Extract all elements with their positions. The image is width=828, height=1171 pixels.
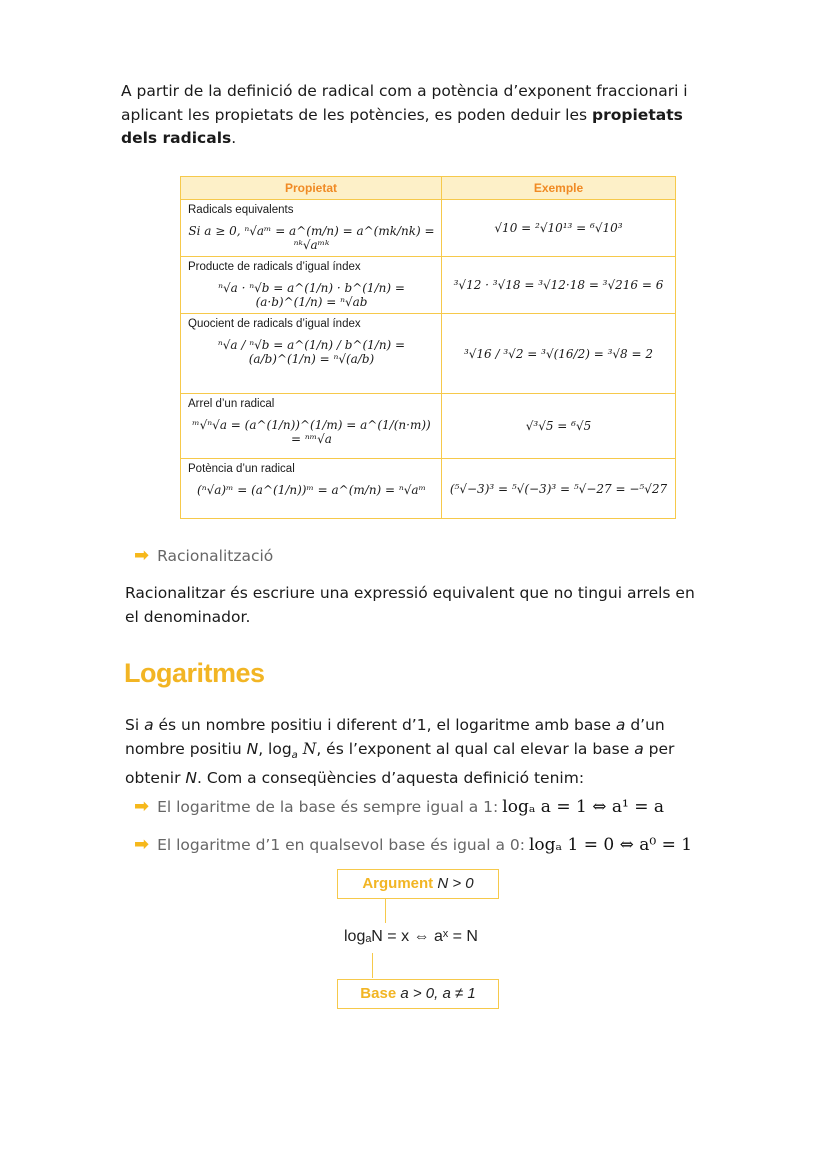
base-box: Base a > 0, a ≠ 1 <box>337 979 499 1009</box>
property-example: (⁵√−3)³ = ⁵√(−3)³ = ⁵√−27 = −⁵√27 <box>442 459 676 519</box>
log-one-bullet: ➡ El logaritme d’1 en qualsevol base és igual a 0: logₐ 1 = 0 ⇔ a⁰ = 1 <box>134 834 693 855</box>
connector-line <box>385 899 386 923</box>
log-base-bullet: ➡ El logaritme de la base és sempre igual a 1: logₐ a = 1 ⇔ a¹ = a <box>134 796 664 817</box>
argument-box: Argument N > 0 <box>337 869 499 899</box>
table-row <box>181 257 676 314</box>
table-header-propietat: Propietat <box>181 177 442 200</box>
property-formula: ⁿ√a / ⁿ√b = a^(1/n) / b^(1/n) = (a/b)^(1/n) = ⁿ√(a/b) <box>217 338 406 366</box>
arrow-right-icon: ➡ <box>134 834 150 855</box>
arrow-right-icon: ➡ <box>134 796 150 817</box>
connector-line <box>372 953 373 978</box>
arrow-right-icon: ➡ <box>134 545 150 566</box>
radical-properties-table <box>180 176 676 519</box>
property-formula: Si a ≥ 0, ⁿ√aᵐ = a^(m/n) = a^(mk/nk) = ⁿᵏ√aᵐᵏ <box>188 224 435 252</box>
racionalitzacio-bullet: ➡ Racionalització <box>134 545 274 566</box>
section-heading-logaritmes: Logaritmes <box>124 658 265 688</box>
table-header-exemple: Exemple <box>442 177 676 200</box>
racionalitzacio-text: Racionalitzar és escriure una expressió equivalent que no tingui arrels en el denominador. <box>125 584 695 626</box>
property-example: √10 = ²√10¹³ = ⁶√10³ <box>442 200 676 257</box>
table-row <box>181 314 676 394</box>
property-example: √³√5 = ⁶√5 <box>442 394 676 459</box>
property-name: Arrel d’un radical <box>188 398 275 410</box>
property-name: Radicals equivalents <box>188 204 294 216</box>
log-definition-equation: logₐN = x ⇔ aˣ = N <box>344 928 478 945</box>
property-example: ³√16 / ³√2 = ³√(16/2) = ³√8 = 2 <box>442 314 676 394</box>
table-row <box>181 459 676 519</box>
property-name: Potència d’un radical <box>188 463 295 475</box>
logaritmes-intro: Si a és un nombre positiu i diferent d’1, el logaritme amb base a d’un nombre positiu N, $\log_a N$, és l’exponent al qual cal elevar la base a per obtenir N. Com a conseqüències d’aquesta definició tenim: <box>125 716 675 788</box>
intro-bold: propietats dels radicals <box>121 105 683 147</box>
property-formula: ᵐ√ⁿ√a = (a^(1/n))^(1/m) = a^(1/(n·m)) = ⁿᵐ√a <box>192 418 431 446</box>
property-name: Quocient de radicals d’igual índex <box>188 318 361 330</box>
property-example: ³√12 · ³√18 = ³√12·18 = ³√216 = 6 <box>442 257 676 314</box>
table-row <box>181 394 676 459</box>
intro-paragraph: A partir de la definició de radical com a potència d’exponent fraccionari i aplicant les propietats de les potències, es poden deduir les propietats dels radicals. <box>121 82 688 147</box>
property-name: Producte de radicals d’igual índex <box>188 261 361 273</box>
property-formula: (ⁿ√a)ᵐ = (a^(1/n))ᵐ = a^(m/n) = ⁿ√aᵐ <box>197 483 426 497</box>
property-formula: ⁿ√a · ⁿ√b = a^(1/n) · b^(1/n) = (a·b)^(1/n) = ⁿ√ab <box>218 281 405 309</box>
table-row <box>181 200 676 257</box>
